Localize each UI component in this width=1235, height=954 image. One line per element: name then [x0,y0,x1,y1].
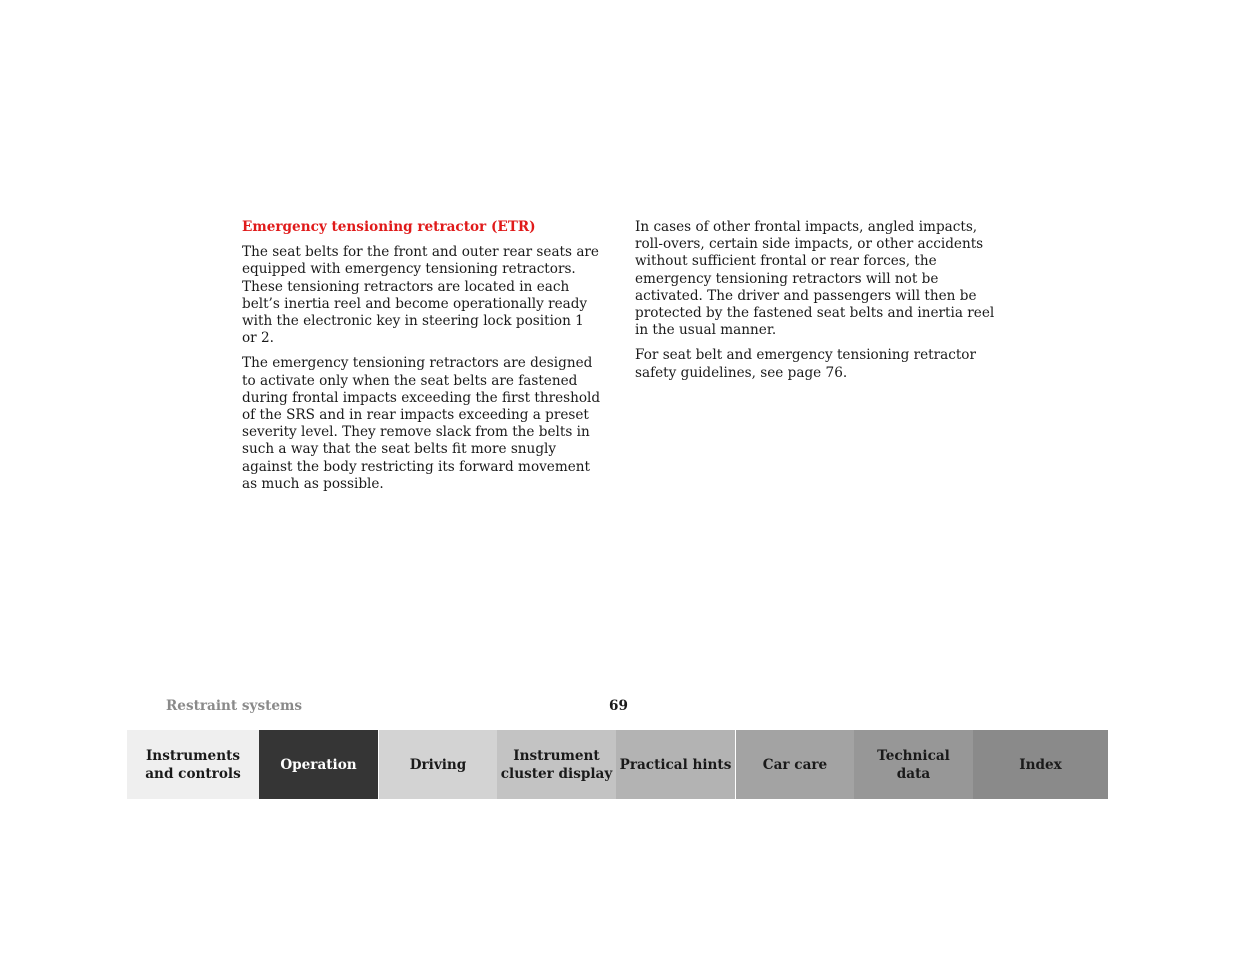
section-heading: Emergency tensioning retractor (ETR) [242,219,536,235]
tab-index[interactable]: Index [973,730,1108,799]
right-column [635,219,995,390]
tab-practical-hints[interactable]: Practical hints [616,730,735,799]
paragraph: For seat belt and emergency tensioning retractor safety guidelines, see page 76. [635,347,976,381]
footer-section-label: Restraint systems [166,698,303,714]
tab-instruments-and-controls[interactable]: Instruments and controls [127,730,259,799]
paragraph: In cases of other frontal impacts, angled impacts, roll-overs, certain side impacts, or other accidents without sufficient frontal or rear forces, the emergency tensioning retractors will not be activated. The driver and passengers will then be protected by the fastened seat belts and inertia reel in the usual manner. [635,219,995,339]
tab-operation[interactable]: Operation [259,730,378,799]
paragraph: The emergency tensioning retractors are designed to activate only when the seat belts are fastened during frontal impacts exceeding the first threshold of the SRS and in rear impacts exceeding a preset severity level. They remove slack from the belts in such a way that the seat belts fit more snugly against the body restricting its forward movement as much as possible. [242,355,601,492]
tab-technical-data[interactable]: Technical data [854,730,973,799]
tab-driving[interactable]: Driving [378,730,497,799]
chapter-nav [127,730,1108,799]
tab-instrument-cluster-display[interactable]: Instrument cluster display [497,730,616,799]
paragraph: The seat belts for the front and outer rear seats are equipped with emergency tensioning retractors. These tensioning retractors are located in each belt’s inertia reel and become operationally ready with the electronic key in steering lock position 1 or 2. [242,244,599,347]
left-column [242,219,602,501]
page-number: 69 [609,698,628,714]
tab-car-care[interactable]: Car care [735,730,854,799]
